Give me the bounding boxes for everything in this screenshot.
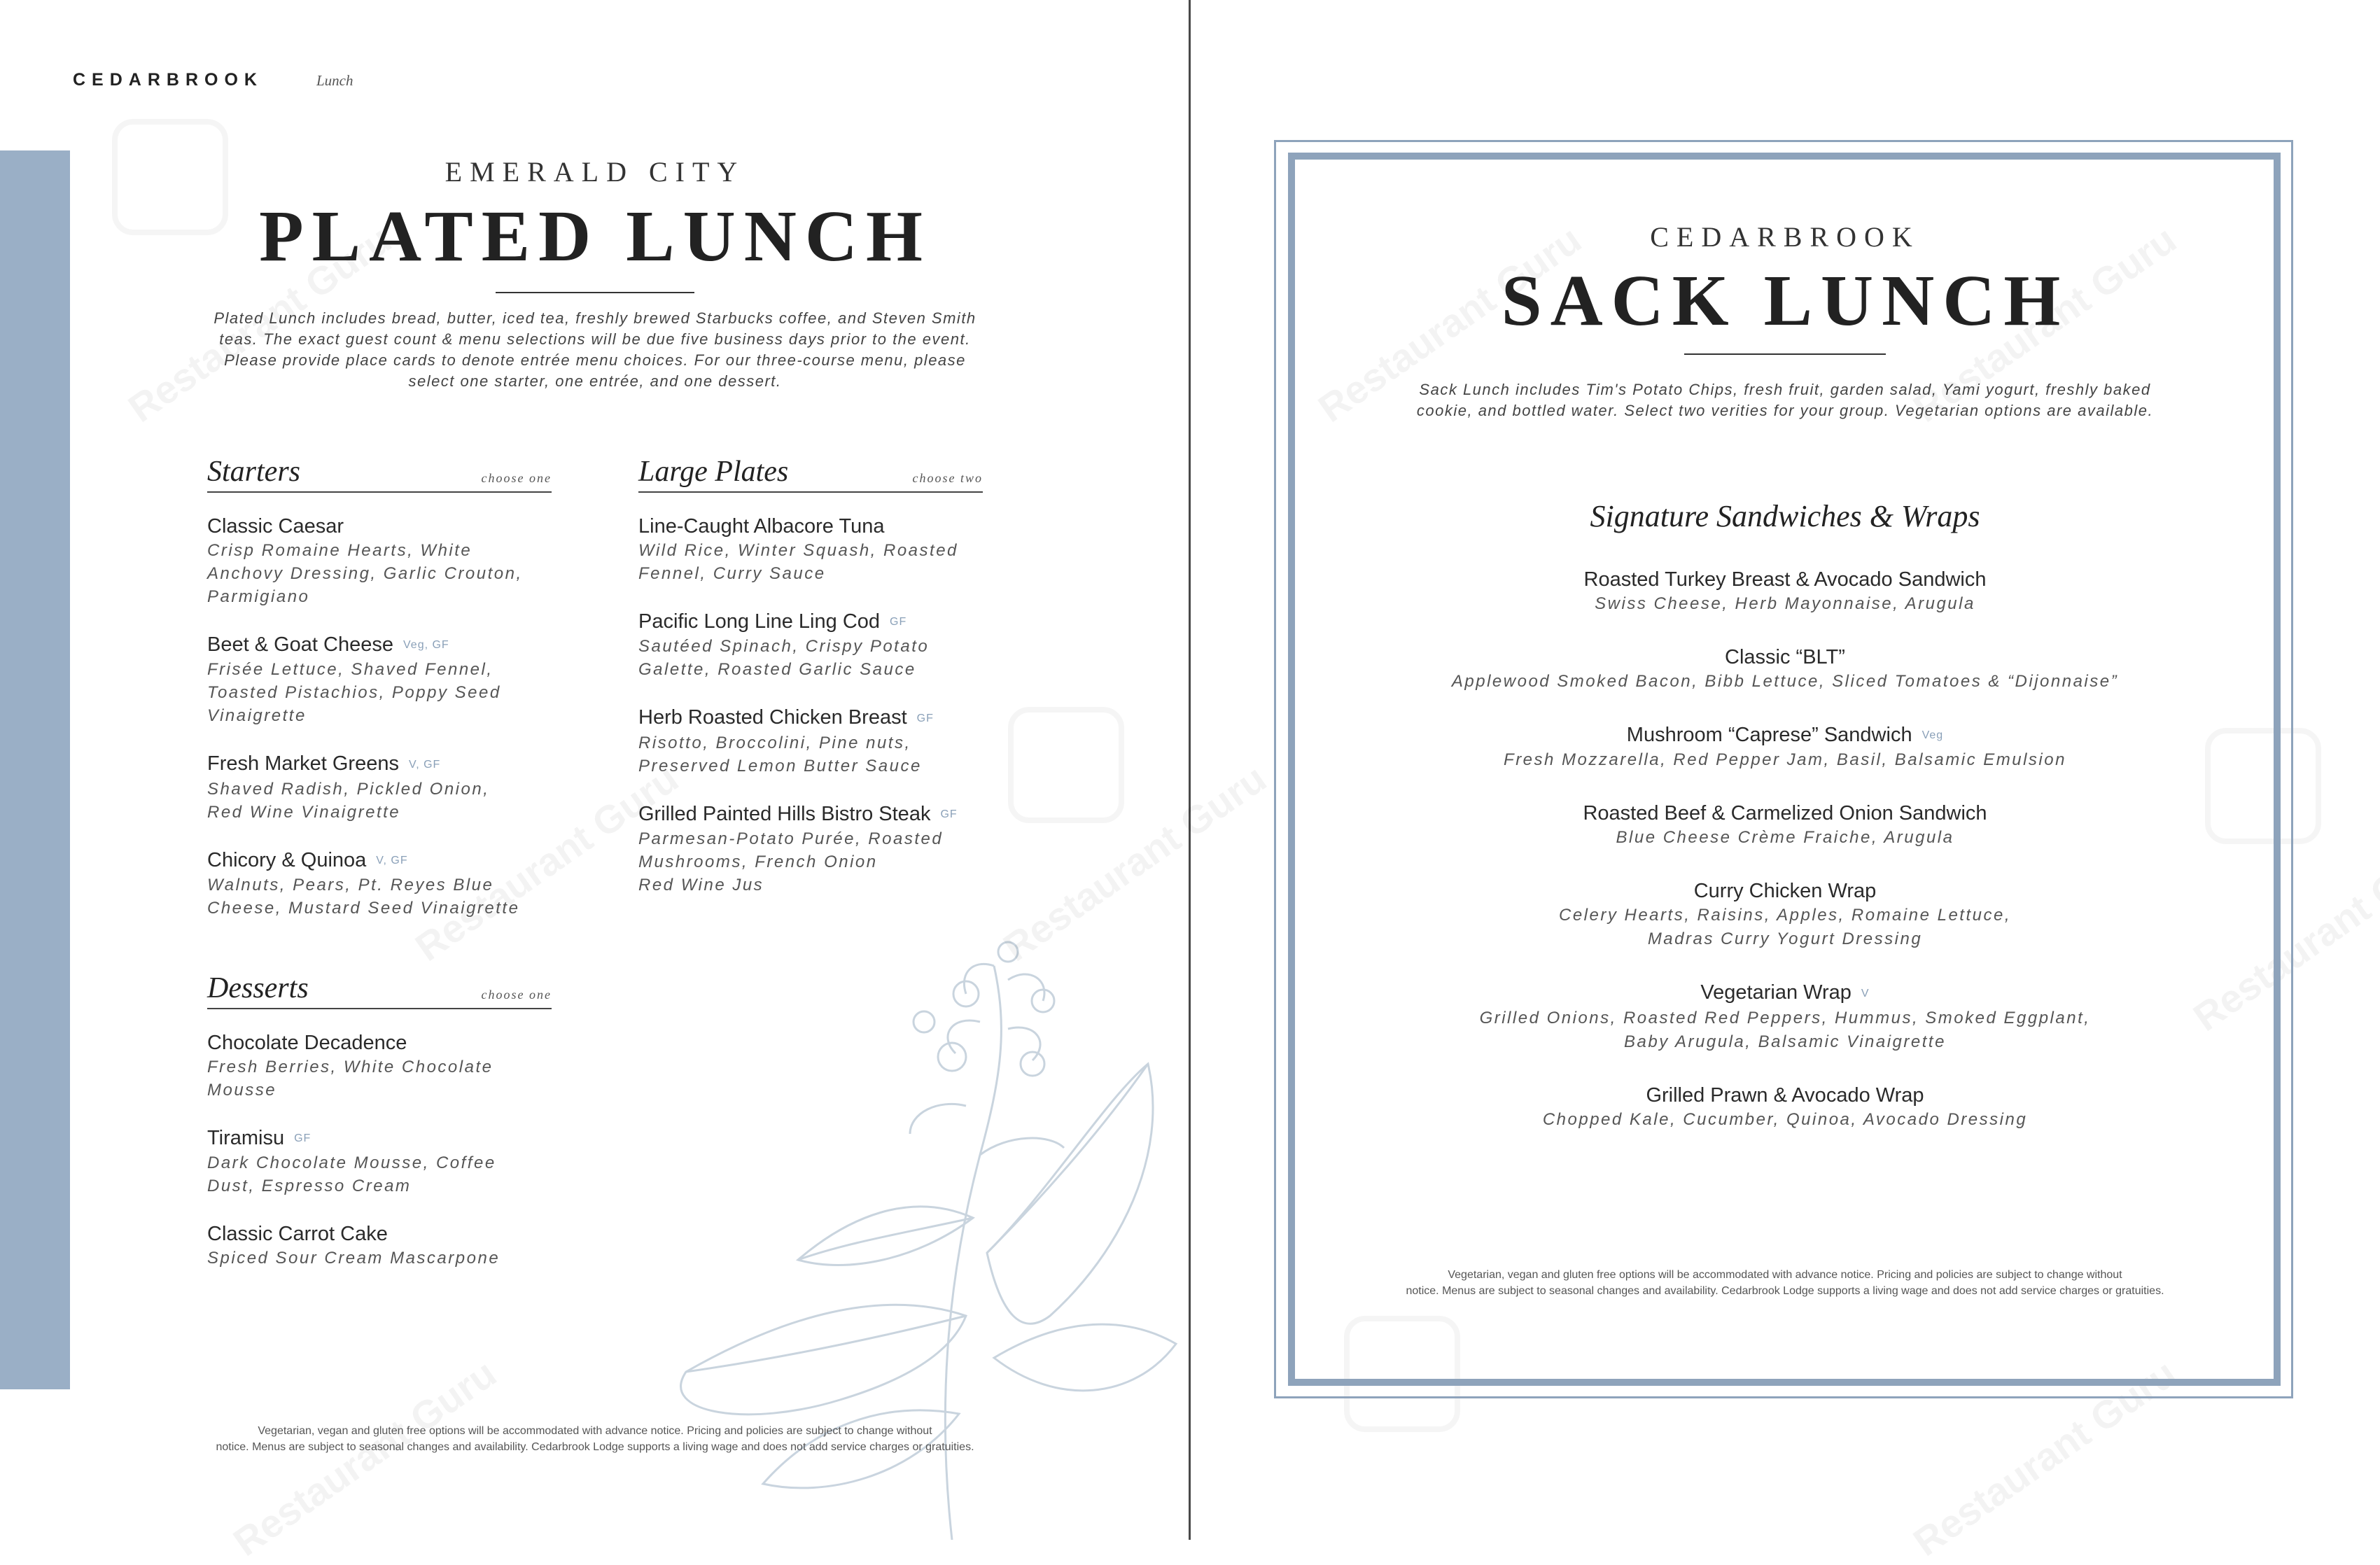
dietary-tag: V, GF: [376, 855, 408, 867]
plated-title: PLATED LUNCH: [259, 196, 931, 276]
watermark-text: [225, 1350, 504, 1565]
large-plates-title: Large Plates: [638, 456, 789, 488]
menu-item: Roasted Beef & Carmelized Onion Sandwich Blue Cheese Crème Fraiche, Arugula: [1583, 802, 1987, 848]
starters-header: [207, 448, 552, 493]
menu-item: Fresh Market Greens V, GF Shaved Radish, Pickled Onion, Red Wine Vinaigrette: [207, 752, 490, 822]
menu-item: Roasted Turkey Breast & Avocado Sandwich Swiss Cheese, Herb Mayonnaise, Arugula: [1583, 568, 1987, 613]
plated-eyebrow: EMERALD CITY: [444, 156, 746, 188]
menu-item: Line-Caught Albacore Tuna Wild Rice, Winter Squash, Roasted Fennel, Curry Sauce: [638, 515, 958, 583]
large-plates-section: [638, 448, 983, 920]
menu-item: Classic “BLT” Applewood Smoked Bacon, Bibb Lettuce, Sliced Tomatoes & “Dijonnaise”: [1451, 646, 2119, 691]
dietary-tag: GF: [890, 616, 907, 629]
sack-title: SACK LUNCH: [1501, 260, 2069, 341]
dietary-tag: Veg, GF: [403, 639, 449, 652]
starters-note: choose one: [481, 471, 552, 485]
large-plates-header: [638, 448, 983, 493]
dietary-tag: V, GF: [408, 758, 441, 771]
dietary-tag: Veg: [1921, 729, 1944, 742]
dietary-tag: V: [1861, 987, 1870, 999]
menu-item: Chocolate Decadence Fresh Berries, White Chocolate Mousse: [207, 1032, 493, 1100]
sack-section-title: Signature Sandwiches & Wraps: [1590, 499, 1980, 533]
sack-item-list: [1330, 567, 2240, 1160]
menu-item: Pacific Long Line Ling Cod GF Sautéed Spinach, Crispy Potato Galette, Roasted Garlic Sauce: [638, 610, 930, 680]
title-rule: [496, 292, 694, 293]
sack-eyebrow: CEDARBROOK: [1650, 221, 1920, 253]
title-rule: [1684, 353, 1886, 355]
menu-item: Herb Roasted Chicken Breast GF Risotto, Broccolini, Pine nuts, Preserved Lemon Butter Sauce: [638, 706, 934, 776]
menu-item: Curry Chicken Wrap Celery Hearts, Raisins, Apples, Romaine Lettuce, Madras Curry Yogurt Dressing: [1558, 880, 2011, 949]
menu-item: Chicory & Quinoa V, GF Walnuts, Pears, Pt. Reyes Blue Cheese, Mustard Seed Vinaigrette: [207, 848, 520, 918]
menu-item: Mushroom “Caprese” Sandwich Veg Fresh Mozzarella, Red Pepper Jam, Basil, Balsamic Emulsion: [1504, 724, 2066, 770]
plated-footer-note: Vegetarian, vegan and gluten free options will be accommodated with advance notice. Pricing and policies are subject to change without notice. Menus are subject to seasonal changes and availability. Cedarbrook Lodge supports a living wage and does not add service charges or gratuities.: [216, 1425, 974, 1453]
menu-item: Vegetarian Wrap V Grilled Onions, Roasted Red Peppers, Hummus, Smoked Eggplant, Baby Arugula, Balsamic Vinaigrette: [1479, 981, 2091, 1051]
menu-item: Classic Carrot Cake Spiced Sour Cream Mascarpone: [207, 1223, 500, 1268]
large-plates-note: choose two: [912, 471, 983, 485]
menu-item: Tiramisu GF Dark Chocolate Mousse, Coffee Dust, Espresso Cream: [207, 1127, 496, 1196]
sack-footer-note: Vegetarian, vegan and gluten free options will be accommodated with advance notice. Pricing and policies are subject to change without notice. Menus are subject to seasonal changes and availability. Cedarbrook Lodge supports a living wage and does not add service charges or gratuities.: [1406, 1269, 2164, 1297]
starters-title: Starters: [207, 456, 301, 488]
plated-intro: Plated Lunch includes bread, butter, iced tea, freshly brewed Starbucks coffee, and Steven Smith teas. The exact guest count & menu selections will be due five business days prior to the event. Please provide place cards to denote entrée menu choices. For our three-course menu, please select one starter, one entrée, and one dessert.: [214, 309, 976, 390]
watermark-logo-icon: [1008, 707, 1124, 823]
dietary-tag: GF: [294, 1132, 312, 1145]
brand-section: Lunch: [316, 72, 354, 89]
dietary-tag: GF: [916, 712, 934, 724]
desserts-section: [207, 964, 552, 1293]
brand-name: CEDARBROOK: [73, 70, 263, 90]
menu-item: Beet & Goat Cheese Veg, GF Frisée Lettuce, Shaved Fennel, Toasted Pistachios, Poppy Seed Vinaigrette: [207, 633, 501, 726]
desserts-note: choose one: [481, 988, 552, 1002]
menu-item: Grilled Painted Hills Bistro Steak GF Parmesan-Potato Purée, Roasted Mushrooms, French Onion Red Wine Jus: [638, 802, 958, 895]
side-color-strip: [0, 150, 70, 1389]
menu-item: Classic Caesar Crisp Romaine Hearts, White Anchovy Dressing, Garlic Crouton, Parmigiano: [207, 515, 523, 606]
sack-intro: Sack Lunch includes Tim's Potato Chips, fresh fruit, garden salad, Yami yogurt, freshly baked cookie, and bottled water. Select two verities for your group. Vegetarian options are available.: [1416, 381, 2154, 419]
menu-item: Grilled Prawn & Avocado Wrap Chopped Kale, Cucumber, Quinoa, Avocado Dressing: [1542, 1083, 2028, 1129]
desserts-header: [207, 964, 552, 1009]
desserts-title: Desserts: [207, 972, 309, 1004]
starters-section: [207, 448, 552, 943]
dietary-tag: GF: [940, 808, 958, 821]
